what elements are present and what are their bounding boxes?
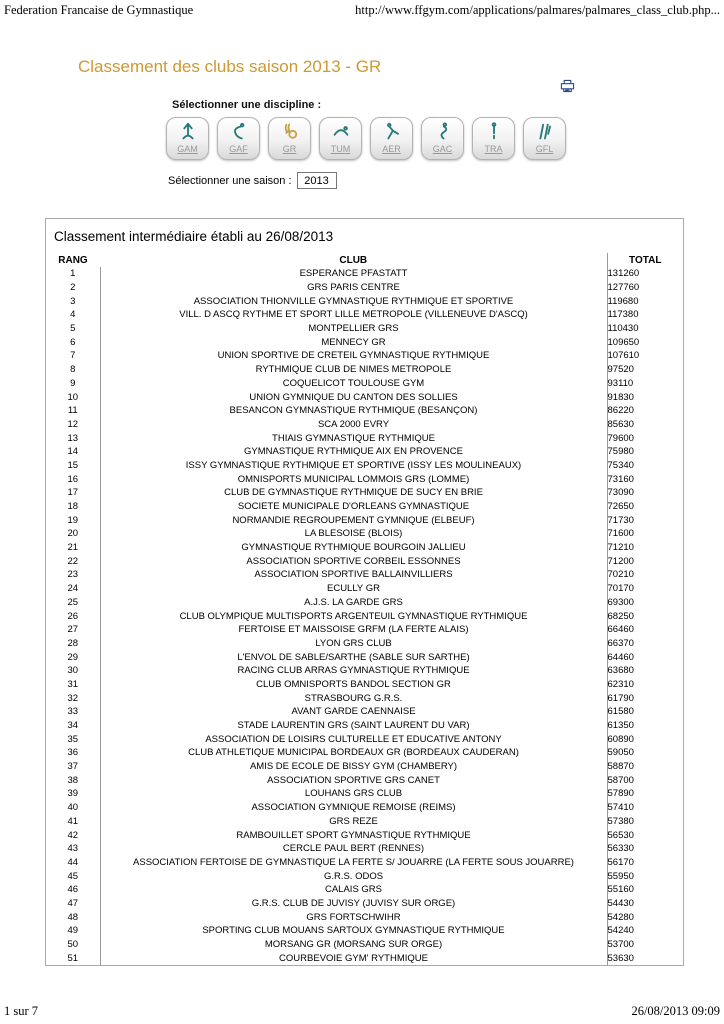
club-cell: ISSY GYMNASTIQUE RYTHMIQUE ET SPORTIVE (ISSY LES MOULINEAUX): [100, 459, 607, 473]
rank-cell: 28: [67, 637, 79, 649]
rank-cell: 29: [67, 651, 79, 663]
table-row: [46, 281, 683, 295]
club-cell: ASSOCIATION SPORTIVE CORBEIL ESSONNES: [100, 554, 607, 568]
discipline-button-gam[interactable]: [166, 117, 209, 160]
rank-cell: 38: [67, 774, 79, 786]
club-cell: LYON GRS CLUB: [100, 637, 607, 651]
total-cell: 55160: [607, 883, 683, 897]
rank-cell: 24: [67, 583, 79, 595]
season-selector: [168, 172, 337, 189]
total-cell: 91830: [607, 390, 683, 404]
table-row: [46, 650, 683, 664]
rank-cell: 5: [70, 323, 76, 335]
club-cell: ASSOCIATION THIONVILLE GYMNASTIQUE RYTHMIQUE ET SPORTIVE: [100, 294, 607, 308]
total-cell: 119680: [607, 294, 683, 308]
total-cell: 57890: [607, 787, 683, 801]
total-cell: 54430: [607, 897, 683, 911]
club-cell: AMIS DE ECOLE DE BISSY GYM (CHAMBERY): [100, 760, 607, 774]
rank-cell: 50: [67, 939, 79, 951]
rank-cell: 48: [67, 911, 79, 923]
ranking-table-body: [46, 267, 683, 965]
rank-cell: 19: [67, 514, 79, 526]
total-cell: 57410: [607, 801, 683, 815]
club-cell: LOUHANS GRS CLUB: [100, 787, 607, 801]
rank-cell: 42: [67, 829, 79, 841]
total-cell: 56530: [607, 828, 683, 842]
discipline-label: AER: [382, 144, 401, 154]
club-cell: GRS FORTSCHWIHR: [100, 910, 607, 924]
club-cell: RACING CLUB ARRAS GYMNASTIQUE RYTHMIQUE: [100, 664, 607, 678]
club-cell: G.R.S. ODOS: [100, 869, 607, 883]
table-row: [46, 568, 683, 582]
total-cell: 58870: [607, 760, 683, 774]
discipline-label: GFL: [535, 144, 554, 154]
rank-cell: 46: [67, 884, 79, 896]
rank-cell: 35: [67, 733, 79, 745]
club-cell: ECULLY GR: [100, 582, 607, 596]
club-cell: LA BLESOISE (BLOIS): [100, 527, 607, 541]
total-cell: 71210: [607, 541, 683, 555]
club-cell: UNION GYMNIQUE DU CANTON DES SOLLIES: [100, 390, 607, 404]
season-selector-label: Sélectionner une saison :: [168, 174, 292, 187]
tra-trampoline-icon: [483, 121, 505, 143]
table-row: [46, 897, 683, 911]
rank-cell: 8: [70, 364, 76, 376]
rank-cell: 6: [70, 336, 76, 348]
club-cell: MONTPELLIER GRS: [100, 322, 607, 336]
total-cell: 131260: [607, 267, 683, 281]
table-row: [46, 951, 683, 965]
rank-cell: 4: [70, 309, 76, 321]
rank-cell: 39: [67, 788, 79, 800]
total-cell: 54240: [607, 924, 683, 938]
total-cell: 61580: [607, 705, 683, 719]
table-row: [46, 377, 683, 391]
table-row: [46, 678, 683, 692]
total-cell: 53700: [607, 938, 683, 952]
total-cell: 66370: [607, 637, 683, 651]
total-cell: 85630: [607, 418, 683, 432]
total-cell: 64460: [607, 650, 683, 664]
discipline-label: GAM: [177, 144, 198, 154]
total-cell: 61350: [607, 719, 683, 733]
table-row: [46, 554, 683, 568]
total-cell: 56170: [607, 856, 683, 870]
club-cell: NORMANDIE REGROUPEMENT GYMNIQUE (ELBEUF): [100, 513, 607, 527]
total-cell: 73090: [607, 486, 683, 500]
total-cell: 62310: [607, 678, 683, 692]
rank-cell: 20: [67, 528, 79, 540]
rank-cell: 26: [67, 610, 79, 622]
total-cell: 73160: [607, 472, 683, 486]
rank-cell: 32: [67, 692, 79, 704]
table-row: [46, 815, 683, 829]
table-row: [46, 390, 683, 404]
table-row: [46, 322, 683, 336]
table-row: [46, 637, 683, 651]
rank-cell: 9: [70, 377, 76, 389]
total-cell: 86220: [607, 404, 683, 418]
rank-cell: 21: [67, 542, 79, 554]
club-cell: VILL. D ASCQ RYTHME ET SPORT LILLE METROPOLE (VILLENEUVE D'ASCQ): [100, 308, 607, 322]
discipline-label: GAC: [432, 144, 453, 154]
club-cell: ASSOCIATION DE LOISIRS CULTURELLE ET EDUCATIVE ANTONY: [100, 732, 607, 746]
table-row: [46, 486, 683, 500]
club-cell: ASSOCIATION FERTOISE DE GYMNASTIQUE LA FERTE S/ JOUARRE (LA FERTE SOUS JOUARRE): [100, 856, 607, 870]
rank-cell: 40: [67, 802, 79, 814]
club-cell: CLUB OLYMPIQUE MULTISPORTS ARGENTEUIL GYMNASTIQUE RYTHMIQUE: [100, 609, 607, 623]
total-cell: 55950: [607, 869, 683, 883]
rank-cell: 44: [67, 856, 79, 868]
table-row: [46, 910, 683, 924]
table-row: [46, 472, 683, 486]
printer-icon[interactable]: [560, 79, 575, 93]
discipline-selector-label: Sélectionner une discipline :: [172, 99, 322, 111]
club-cell: BESANCON GYMNASTIQUE RYTHMIQUE (BESANÇON): [100, 404, 607, 418]
club-cell: AVANT GARDE CAENNAISE: [100, 705, 607, 719]
gam-gymnast-icon: [177, 121, 199, 143]
discipline-label: GAF: [229, 144, 248, 154]
table-row: [46, 527, 683, 541]
total-cell: 59050: [607, 746, 683, 760]
club-cell: FERTOISE ET MAISSOISE GRFM (LA FERTE ALAIS): [100, 623, 607, 637]
rank-cell: 3: [70, 295, 76, 307]
rank-cell: 23: [67, 569, 79, 581]
ranking-table: [46, 253, 683, 965]
aer-aerobic-icon: [381, 121, 403, 143]
table-row: [46, 801, 683, 815]
column-header-club: CLUB: [339, 254, 368, 266]
total-cell: 109650: [607, 335, 683, 349]
club-cell: GYMNASTIQUE RYTHMIQUE AIX EN PROVENCE: [100, 445, 607, 459]
print-header-url: http://www.ffgym.com/applications/palmares/palmares_class_club.php...: [355, 3, 720, 17]
rank-cell: 14: [67, 446, 79, 458]
total-cell: 68250: [607, 609, 683, 623]
rank-cell: 43: [67, 843, 79, 855]
club-cell: SCA 2000 EVRY: [100, 418, 607, 432]
club-cell: MORSANG GR (MORSANG SUR ORGE): [100, 938, 607, 952]
rank-cell: 41: [67, 815, 79, 827]
discipline-button-gfl[interactable]: [523, 117, 566, 160]
club-cell: G.R.S. CLUB DE JUVISY (JUVISY SUR ORGE): [100, 897, 607, 911]
tum-tumbling-icon: [330, 121, 352, 143]
total-cell: 117380: [607, 308, 683, 322]
rank-cell: 27: [67, 624, 79, 636]
total-cell: 71200: [607, 554, 683, 568]
rank-cell: 10: [67, 391, 79, 403]
rank-cell: 16: [67, 473, 79, 485]
table-row: [46, 513, 683, 527]
club-cell: ASSOCIATION SPORTIVE BALLAINVILLIERS: [100, 568, 607, 582]
total-cell: 75340: [607, 459, 683, 473]
total-cell: 71600: [607, 527, 683, 541]
table-row: [46, 541, 683, 555]
discipline-button-tum[interactable]: [319, 117, 362, 160]
column-header-rang: RANG: [58, 254, 88, 266]
table-row: [46, 883, 683, 897]
total-cell: 70170: [607, 582, 683, 596]
club-cell: ASSOCIATION SPORTIVE GRS CANET: [100, 773, 607, 787]
print-header-site: Federation Francaise de Gymnastique: [4, 3, 194, 17]
rank-cell: 15: [67, 459, 79, 471]
total-cell: 60890: [607, 732, 683, 746]
rank-cell: 33: [67, 706, 79, 718]
ranking-panel: [45, 218, 684, 966]
club-cell: THIAIS GYMNASTIQUE RYTHMIQUE: [100, 431, 607, 445]
club-cell: CALAIS GRS: [100, 883, 607, 897]
table-row: [46, 459, 683, 473]
club-cell: L'ENVOL DE SABLE/SARTHE (SABLE SUR SARTHE): [100, 650, 607, 664]
total-cell: 70210: [607, 568, 683, 582]
table-row: [46, 308, 683, 322]
total-cell: 53630: [607, 951, 683, 965]
page-title: Classement des clubs saison 2013 - GR: [78, 57, 382, 76]
table-header-row: [46, 253, 683, 267]
total-cell: 97520: [607, 363, 683, 377]
discipline-buttons: [166, 117, 566, 160]
discipline-button-aer[interactable]: [370, 117, 413, 160]
discipline-label: GR: [282, 144, 297, 154]
club-cell: STADE LAURENTIN GRS (SAINT LAURENT DU VAR): [100, 719, 607, 733]
rank-cell: 30: [67, 665, 79, 677]
total-cell: 63680: [607, 664, 683, 678]
club-cell: SPORTING CLUB MOUANS SARTOUX GYMNASTIQUE RYTHMIQUE: [100, 924, 607, 938]
total-cell: 110430: [607, 322, 683, 336]
discipline-button-gr[interactable]: [268, 117, 311, 160]
table-row: [46, 267, 683, 281]
gr-ribbon-ball-icon: [279, 121, 301, 143]
rank-cell: 22: [67, 555, 79, 567]
table-row: [46, 582, 683, 596]
table-row: [46, 445, 683, 459]
club-cell: CLUB DE GYMNASTIQUE RYTHMIQUE DE SUCY EN BRIE: [100, 486, 607, 500]
total-cell: 107610: [607, 349, 683, 363]
table-row: [46, 828, 683, 842]
print-footer: [4, 1004, 720, 1019]
table-row: [46, 335, 683, 349]
total-cell: 61790: [607, 691, 683, 705]
total-cell: 71730: [607, 513, 683, 527]
gaf-gymnast-icon: [228, 121, 250, 143]
table-row: [46, 404, 683, 418]
table-row: [46, 500, 683, 514]
rank-cell: 37: [67, 761, 79, 773]
club-cell: COQUELICOT TOULOUSE GYM: [100, 377, 607, 391]
table-row: [46, 760, 683, 774]
table-row: [46, 609, 683, 623]
table-row: [46, 596, 683, 610]
table-row: [46, 623, 683, 637]
total-cell: 75980: [607, 445, 683, 459]
table-row: [46, 431, 683, 445]
club-cell: CLUB ATHLETIQUE MUNICIPAL BORDEAUX GR (BORDEAUX CAUDERAN): [100, 746, 607, 760]
club-cell: RYTHMIQUE CLUB DE NIMES METROPOLE: [100, 363, 607, 377]
table-row: [46, 856, 683, 870]
discipline-button-tra[interactable]: [472, 117, 515, 160]
rank-cell: 12: [67, 418, 79, 430]
club-cell: COURBEVOIE GYM' RYTHMIQUE: [100, 951, 607, 965]
club-cell: OMNISPORTS MUNICIPAL LOMMOIS GRS (LOMME): [100, 472, 607, 486]
season-input[interactable]: [297, 172, 337, 189]
club-cell: CLUB OMNISPORTS BANDOL SECTION GR: [100, 678, 607, 692]
table-row: [46, 349, 683, 363]
rank-cell: 31: [67, 678, 79, 690]
club-cell: RAMBOUILLET SPORT GYMNASTIQUE RYTHMIQUE: [100, 828, 607, 842]
rank-cell: 17: [67, 487, 79, 499]
discipline-label: TRA: [484, 144, 503, 154]
table-row: [46, 869, 683, 883]
rank-cell: 7: [70, 350, 76, 362]
gfl-team-gym-icon: [534, 121, 556, 143]
rank-cell: 11: [67, 405, 78, 417]
total-cell: 57380: [607, 815, 683, 829]
total-cell: 66460: [607, 623, 683, 637]
rank-cell: 2: [70, 282, 76, 294]
discipline-button-gac[interactable]: [421, 117, 464, 160]
club-cell: ESPERANCE PFASTATT: [100, 267, 607, 281]
rank-cell: 47: [67, 897, 79, 909]
rank-cell: 25: [67, 596, 79, 608]
total-cell: 69300: [607, 596, 683, 610]
rank-cell: 49: [67, 925, 79, 937]
rank-cell: 13: [67, 432, 79, 444]
club-cell: MENNECY GR: [100, 335, 607, 349]
table-row: [46, 773, 683, 787]
club-cell: A.J.S. LA GARDE GRS: [100, 596, 607, 610]
table-row: [46, 732, 683, 746]
total-cell: 93110: [607, 377, 683, 391]
discipline-button-gaf[interactable]: [217, 117, 260, 160]
club-cell: GYMNASTIQUE RYTHMIQUE BOURGOIN JALLIEU: [100, 541, 607, 555]
print-footer-page: 1 sur 7: [4, 1004, 39, 1018]
table-row: [46, 664, 683, 678]
table-row: [46, 787, 683, 801]
table-row: [46, 938, 683, 952]
print-footer-datetime: 26/08/2013 09:09: [631, 1004, 720, 1018]
club-cell: CERCLE PAUL BERT (RENNES): [100, 842, 607, 856]
column-header-total: TOTAL: [607, 253, 683, 267]
rank-cell: 51: [67, 952, 79, 964]
table-row: [46, 705, 683, 719]
total-cell: 58700: [607, 773, 683, 787]
total-cell: 54280: [607, 910, 683, 924]
club-cell: GRS PARIS CENTRE: [100, 281, 607, 295]
rank-cell: 34: [67, 720, 79, 732]
total-cell: 56330: [607, 842, 683, 856]
rank-cell: 1: [70, 268, 76, 280]
table-row: [46, 842, 683, 856]
total-cell: 79600: [607, 431, 683, 445]
club-cell: GRS REZE: [100, 815, 607, 829]
discipline-label: TUM: [330, 144, 351, 154]
rank-cell: 36: [67, 747, 79, 759]
club-cell: SOCIETE MUNICIPALE D'ORLEANS GYMNASTIQUE: [100, 500, 607, 514]
table-row: [46, 691, 683, 705]
table-row: [46, 746, 683, 760]
gac-acro-icon: [432, 121, 454, 143]
ranking-heading: Classement intermédiaire établi au 26/08/2013: [54, 229, 334, 244]
total-cell: 127760: [607, 281, 683, 295]
rank-cell: 45: [67, 870, 79, 882]
total-cell: 72650: [607, 500, 683, 514]
club-cell: STRASBOURG G.R.S.: [100, 691, 607, 705]
rank-cell: 18: [67, 501, 79, 513]
table-row: [46, 294, 683, 308]
table-row: [46, 418, 683, 432]
table-row: [46, 363, 683, 377]
club-cell: ASSOCIATION GYMNIQUE REMOISE (REIMS): [100, 801, 607, 815]
club-cell: UNION SPORTIVE DE CRETEIL GYMNASTIQUE RYTHMIQUE: [100, 349, 607, 363]
print-header: [4, 3, 720, 18]
table-row: [46, 719, 683, 733]
table-row: [46, 924, 683, 938]
